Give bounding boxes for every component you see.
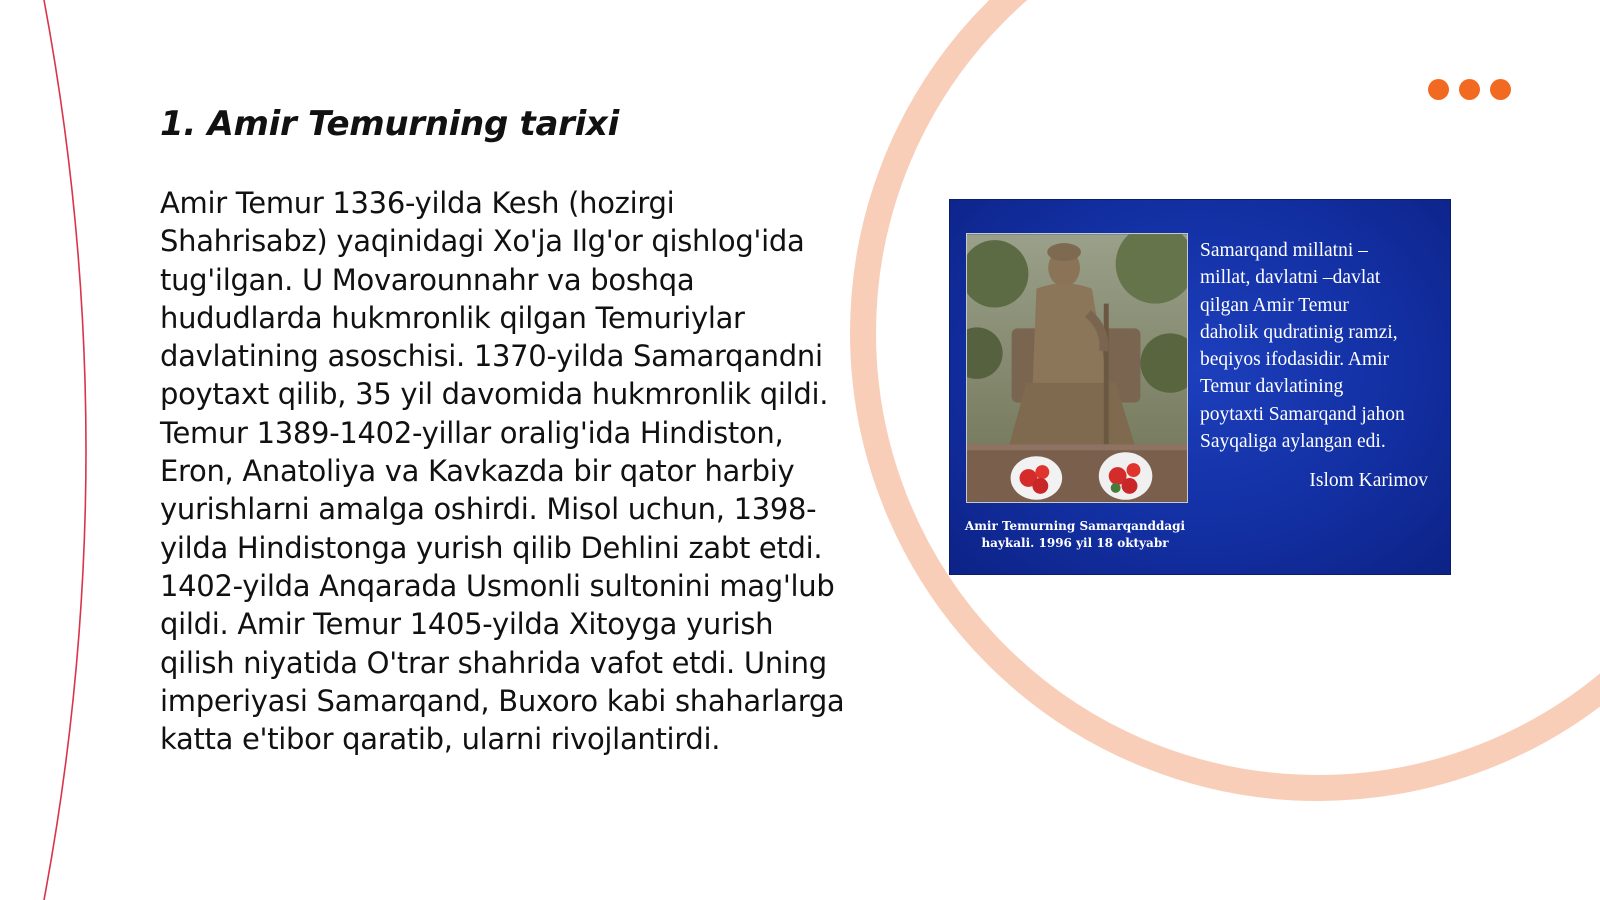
statue-photo [966, 233, 1188, 503]
quote-author: Islom Karimov [1309, 470, 1428, 491]
slide-title: 1. Amir Temurning tarixi [160, 104, 619, 144]
image-quote: Samarqand millatni – millat, davlatni –davlat qilgan Amir Temur daholik qudratinig ramzi, beqiyos ifodasidir. Amir Temur davlatining poytaxti Samarqand jahon Sayqaliga aylangan edi. [1200, 240, 1405, 453]
image-caption: Amir Temurning Samarqanddagi haykali. 1996 yil 18 oktyabr [964, 519, 1186, 550]
three-dots-icon [1428, 79, 1511, 100]
image-card [950, 200, 1450, 574]
dot-icon [1428, 79, 1449, 100]
body-text: Amir Temur 1336-yilda Kesh (hozirgi Shahrisabz) yaqinidagi Xo'ja Ilg'or qishlog'ida tug'ilgan. U Movarounnahr va boshqa hududlarda hukmronlik qilgan Temuriylar davlatining asoschisi. 1370-yilda Samarqandni poytaxt qilib, 35 yil davomida hukmronlik qildi. Temur 1389-1402-yillar oralig'ida Hindiston, Eron, Anatoliya va Kavkazda bir qator harbiy yurishlarni amalga oshirdi. Misol uchun, 1398-yilda Hindistonga yurish qilib Dehlini zabt etdi. 1402-yilda Anqarada Usmonli sultonini mag'lub qildi. Amir Temur 1405-yilda Xitoyga yurish qilish niyatida O'trar shahrida vafot etdi. Uning imperiyasi Samarqand, Buxoro kabi shaharlarga katta e'tibor qaratib, ularni rivojlantirdi. [160, 186, 845, 757]
dot-icon [1459, 79, 1480, 100]
left-red-curve [44, 0, 86, 900]
dot-icon [1490, 79, 1511, 100]
